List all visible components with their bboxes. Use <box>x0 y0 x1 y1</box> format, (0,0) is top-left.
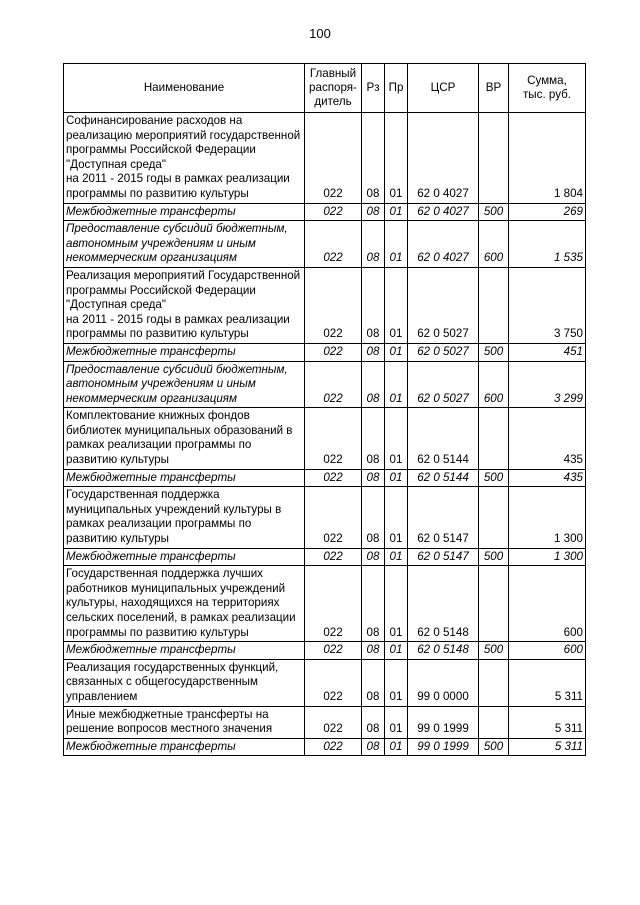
cell-vr: 500 <box>479 548 509 566</box>
cell-name: Софинансирование расходов на реализацию мероприятий государственной программы Российской Федерации "Доступная среда" на 2011 - 2015 годы в рамках реализации программы по развитию культуры <box>64 113 305 204</box>
cell-pr: 01 <box>385 642 408 660</box>
cell-vr <box>479 408 509 469</box>
cell-chief: 022 <box>305 113 362 204</box>
cell-sum: 451 <box>509 343 586 361</box>
table-row <box>64 203 586 221</box>
cell-csr: 62 0 5027 <box>408 267 479 343</box>
cell-name: Реализация мероприятий Государственной программы Российской Федерации "Доступная среда" на 2011 - 2015 годы в рамках реализации программы по развитию культуры <box>64 267 305 343</box>
cell-pr: 01 <box>385 361 408 408</box>
header-name: Наименование <box>64 64 305 113</box>
cell-sum: 435 <box>509 408 586 469</box>
table-row <box>64 487 586 548</box>
cell-sum: 5 311 <box>509 738 586 756</box>
cell-vr <box>479 659 509 706</box>
cell-csr: 62 0 5144 <box>408 408 479 469</box>
cell-pr: 01 <box>385 221 408 268</box>
cell-csr: 62 0 5148 <box>408 566 479 642</box>
cell-name: Межбюджетные трансферты <box>64 343 305 361</box>
cell-name: Межбюджетные трансферты <box>64 203 305 221</box>
cell-name: Государственная поддержка лучших работников муниципальных учреждений культуры, находящихся на территориях сельских поселений, в рамках реализации программы по развитию культуры <box>64 566 305 642</box>
cell-csr: 62 0 4027 <box>408 221 479 268</box>
table-row <box>64 343 586 361</box>
cell-pr: 01 <box>385 267 408 343</box>
cell-csr: 62 0 5148 <box>408 642 479 660</box>
cell-name: Межбюджетные трансферты <box>64 469 305 487</box>
cell-sum: 1 804 <box>509 113 586 204</box>
cell-vr <box>479 487 509 548</box>
cell-pr: 01 <box>385 408 408 469</box>
cell-vr <box>479 267 509 343</box>
cell-rz: 08 <box>362 566 385 642</box>
cell-sum: 5 311 <box>509 706 586 738</box>
cell-chief: 022 <box>305 408 362 469</box>
cell-pr: 01 <box>385 113 408 204</box>
header-vr: ВР <box>479 64 509 113</box>
table-row <box>64 738 586 756</box>
cell-csr: 62 0 5027 <box>408 361 479 408</box>
table-row <box>64 642 586 660</box>
cell-csr: 99 0 1999 <box>408 738 479 756</box>
cell-csr: 62 0 5147 <box>408 548 479 566</box>
header-sum: Сумма, тыс. руб. <box>509 64 586 113</box>
table-row <box>64 706 586 738</box>
cell-chief: 022 <box>305 469 362 487</box>
cell-csr: 99 0 0000 <box>408 659 479 706</box>
cell-rz: 08 <box>362 659 385 706</box>
cell-pr: 01 <box>385 706 408 738</box>
cell-chief: 022 <box>305 203 362 221</box>
cell-rz: 08 <box>362 469 385 487</box>
cell-vr: 500 <box>479 738 509 756</box>
cell-sum: 269 <box>509 203 586 221</box>
budget-table <box>63 63 586 756</box>
cell-vr: 600 <box>479 361 509 408</box>
cell-chief: 022 <box>305 566 362 642</box>
cell-sum: 3 750 <box>509 267 586 343</box>
cell-name: Межбюджетные трансферты <box>64 738 305 756</box>
cell-sum: 600 <box>509 642 586 660</box>
cell-pr: 01 <box>385 487 408 548</box>
cell-rz: 08 <box>362 343 385 361</box>
cell-rz: 08 <box>362 408 385 469</box>
page-number: 100 <box>309 26 331 41</box>
cell-rz: 08 <box>362 203 385 221</box>
cell-pr: 01 <box>385 659 408 706</box>
cell-pr: 01 <box>385 566 408 642</box>
cell-chief: 022 <box>305 548 362 566</box>
cell-rz: 08 <box>362 642 385 660</box>
cell-chief: 022 <box>305 343 362 361</box>
cell-name: Предоставление субсидий бюджетным, автономным учреждениям и иным некоммерческим организациям <box>64 221 305 268</box>
cell-chief: 022 <box>305 361 362 408</box>
cell-chief: 022 <box>305 738 362 756</box>
cell-rz: 08 <box>362 221 385 268</box>
cell-chief: 022 <box>305 487 362 548</box>
cell-pr: 01 <box>385 203 408 221</box>
cell-pr: 01 <box>385 548 408 566</box>
cell-csr: 62 0 5144 <box>408 469 479 487</box>
cell-vr: 500 <box>479 469 509 487</box>
table-row <box>64 113 586 204</box>
cell-vr: 500 <box>479 203 509 221</box>
cell-rz: 08 <box>362 738 385 756</box>
cell-rz: 08 <box>362 113 385 204</box>
cell-pr: 01 <box>385 738 408 756</box>
cell-name: Государственная поддержка муниципальных учреждений культуры в рамках реализации программы по развитию культуры <box>64 487 305 548</box>
cell-sum: 5 311 <box>509 659 586 706</box>
cell-vr: 500 <box>479 343 509 361</box>
table-body <box>64 113 586 756</box>
table-row <box>64 267 586 343</box>
cell-name: Предоставление субсидий бюджетным, автономным учреждениям и иным некоммерческим организациям <box>64 361 305 408</box>
cell-rz: 08 <box>362 548 385 566</box>
cell-csr: 62 0 4027 <box>408 203 479 221</box>
cell-chief: 022 <box>305 267 362 343</box>
cell-chief: 022 <box>305 221 362 268</box>
cell-name: Реализация государственных функций, связанных с общегосударственным управлением <box>64 659 305 706</box>
cell-sum: 1 300 <box>509 548 586 566</box>
cell-vr <box>479 113 509 204</box>
cell-sum: 435 <box>509 469 586 487</box>
header-rz: Рз <box>362 64 385 113</box>
cell-rz: 08 <box>362 706 385 738</box>
table-row <box>64 566 586 642</box>
cell-chief: 022 <box>305 642 362 660</box>
cell-csr: 99 0 1999 <box>408 706 479 738</box>
header-csr: ЦСР <box>408 64 479 113</box>
cell-chief: 022 <box>305 659 362 706</box>
cell-sum: 1 535 <box>509 221 586 268</box>
cell-name: Комплектование книжных фондов библиотек муниципальных образований в рамках реализации программы по развитию культуры <box>64 408 305 469</box>
cell-vr <box>479 566 509 642</box>
cell-csr: 62 0 5147 <box>408 487 479 548</box>
cell-name: Межбюджетные трансферты <box>64 642 305 660</box>
table-row <box>64 469 586 487</box>
cell-name: Иные межбюджетные трансферты на решение вопросов местного значения <box>64 706 305 738</box>
cell-vr: 500 <box>479 642 509 660</box>
cell-sum: 600 <box>509 566 586 642</box>
cell-name: Межбюджетные трансферты <box>64 548 305 566</box>
cell-rz: 08 <box>362 361 385 408</box>
cell-csr: 62 0 5027 <box>408 343 479 361</box>
table-row <box>64 221 586 268</box>
cell-pr: 01 <box>385 469 408 487</box>
header-pr: Пр <box>385 64 408 113</box>
cell-csr: 62 0 4027 <box>408 113 479 204</box>
cell-vr: 600 <box>479 221 509 268</box>
table-row <box>64 408 586 469</box>
cell-rz: 08 <box>362 267 385 343</box>
cell-rz: 08 <box>362 487 385 548</box>
table-row <box>64 548 586 566</box>
cell-chief: 022 <box>305 706 362 738</box>
cell-sum: 3 299 <box>509 361 586 408</box>
table-row <box>64 659 586 706</box>
table-row <box>64 361 586 408</box>
cell-pr: 01 <box>385 343 408 361</box>
header-chief: Главный распоря- дитель <box>305 64 362 113</box>
cell-vr <box>479 706 509 738</box>
header-row <box>64 64 586 113</box>
cell-sum: 1 300 <box>509 487 586 548</box>
